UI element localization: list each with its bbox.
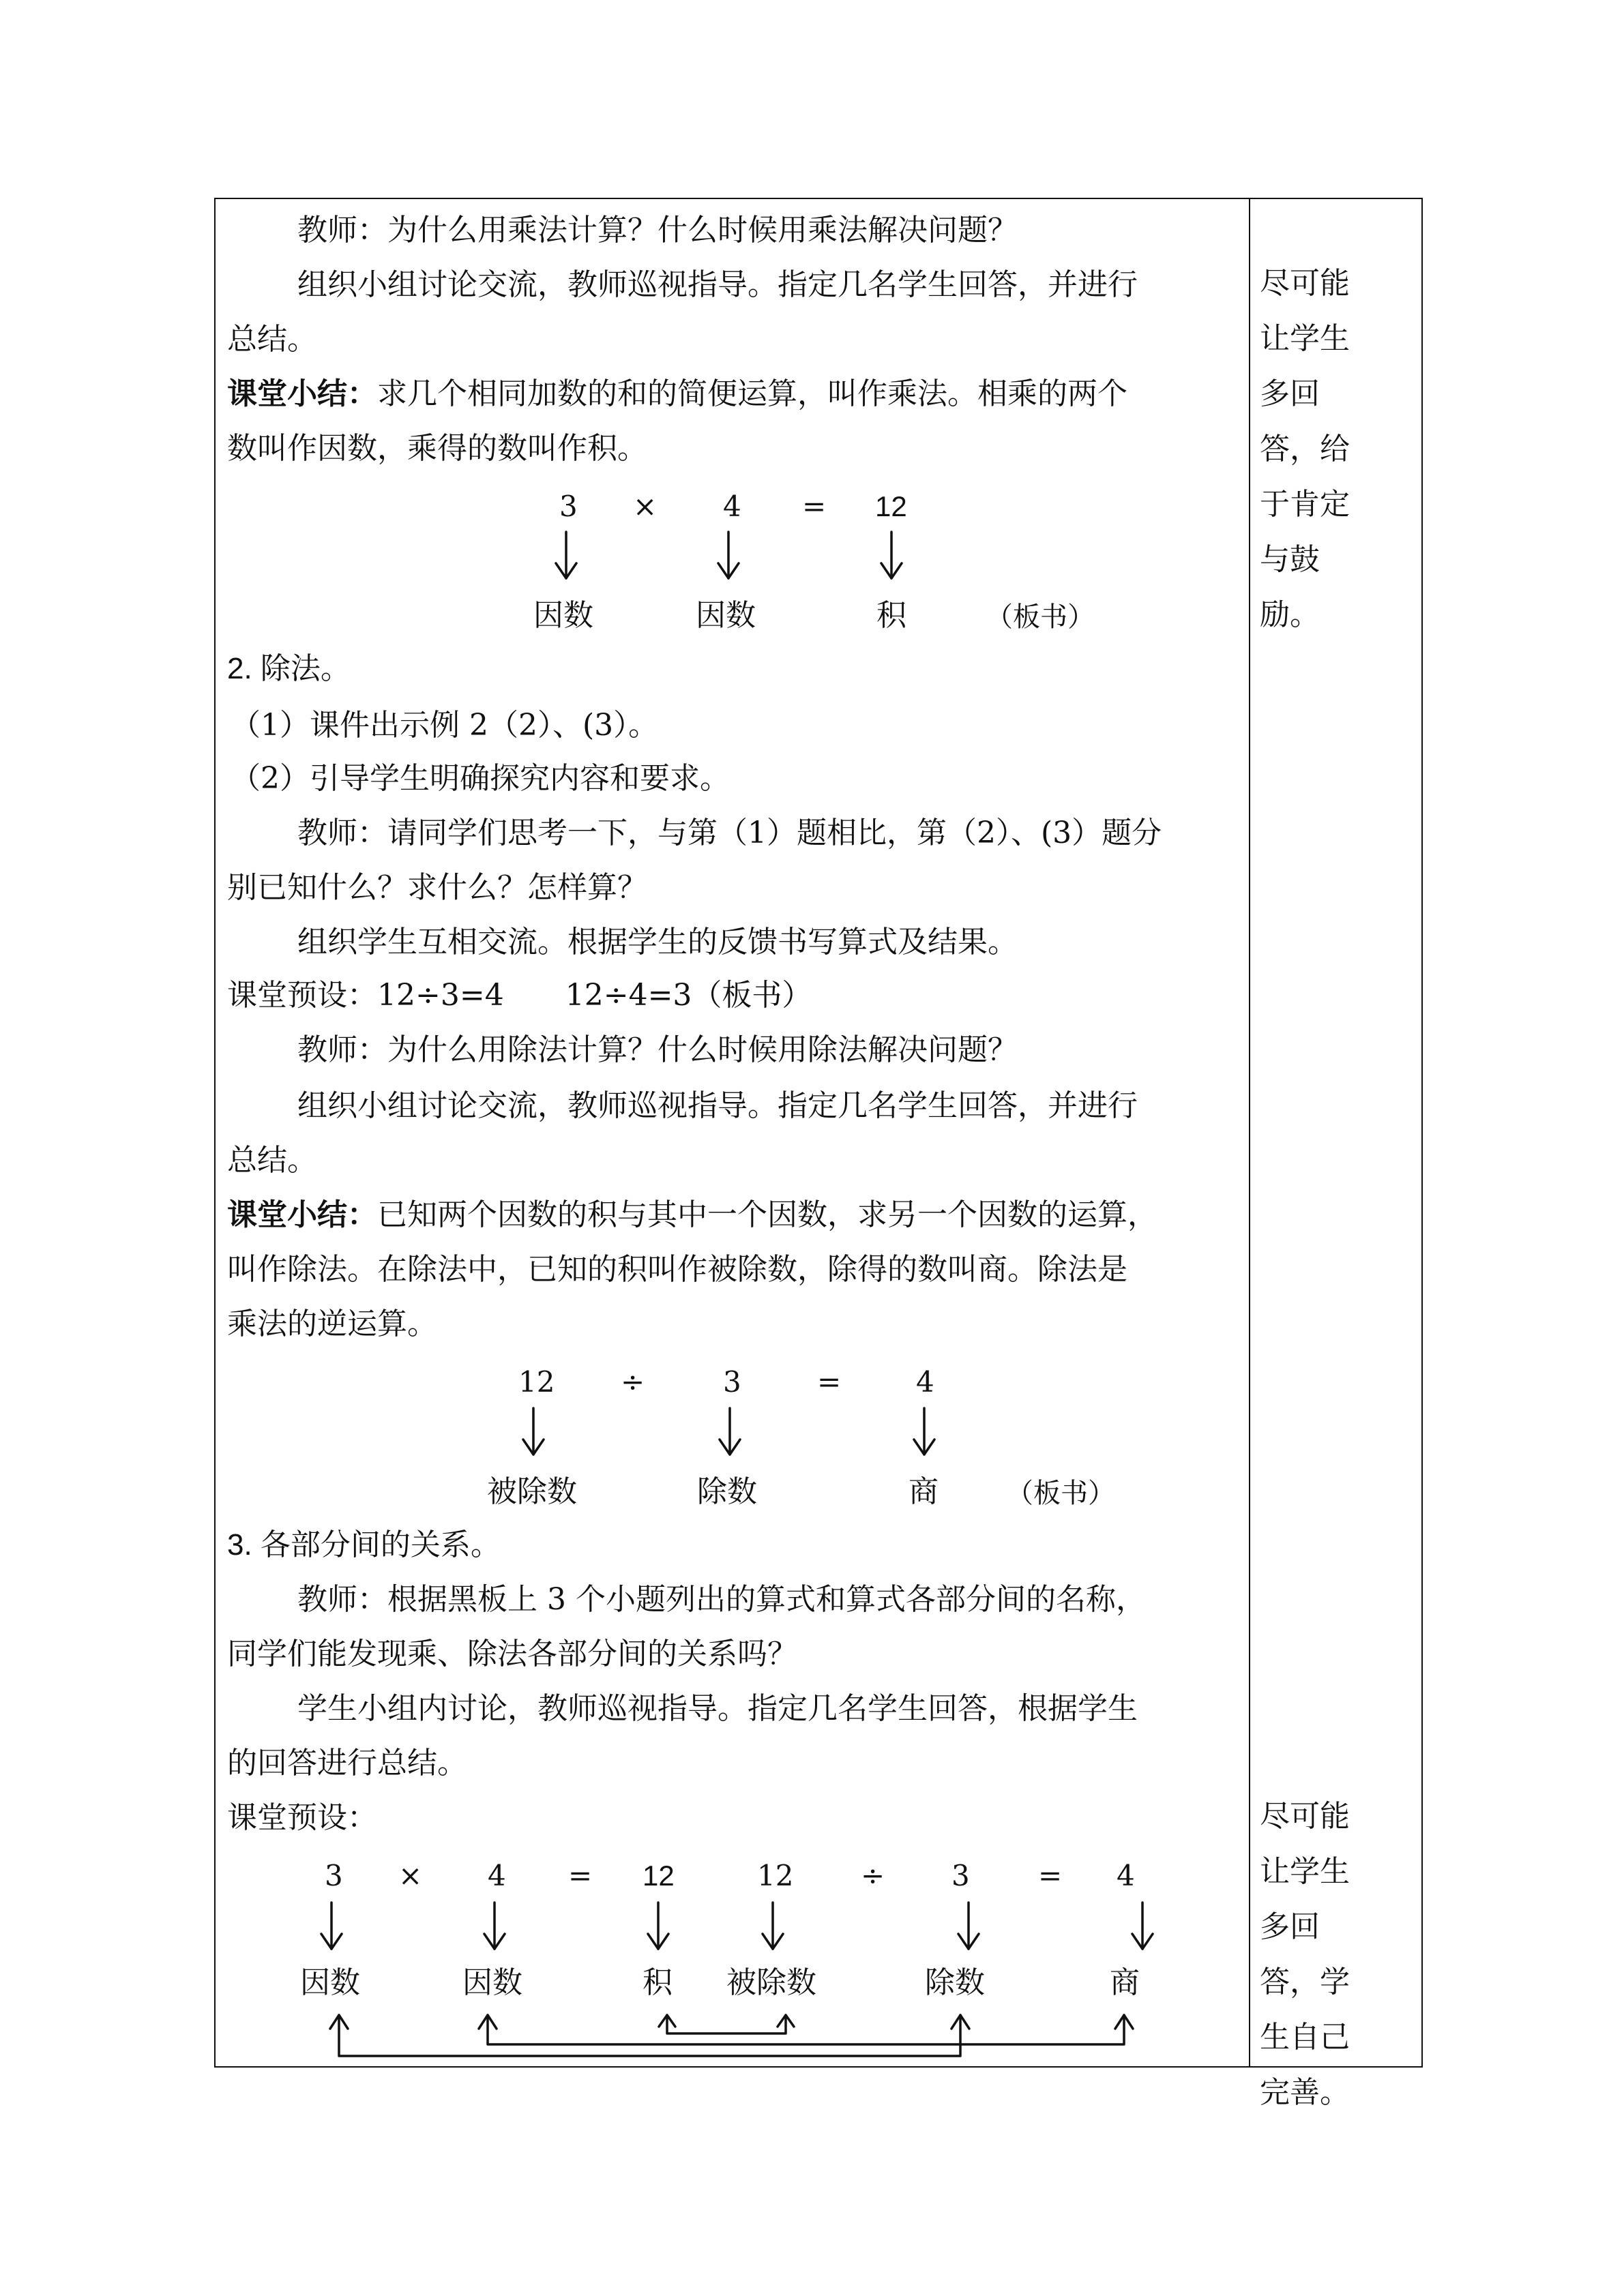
equals-sign: = (817, 1365, 842, 1399)
teacher-question-relationship: 教师：根据黑板上 3 个小题列出的算式和算式各部分间的名称， (297, 1582, 1146, 1617)
connector-factor-quotient (479, 2015, 1133, 2044)
dividend-value: 12 (518, 1365, 555, 1399)
equals-sign: = (1038, 1859, 1063, 1892)
label-divisor: 除数 (925, 1965, 985, 2000)
down-arrow-icon (763, 1903, 783, 1949)
down-arrow-icon (523, 1408, 544, 1455)
discussion-line-end: 总结。 (227, 322, 317, 357)
label-product: 积 (643, 1965, 673, 2000)
discussion-line-end: 总结。 (227, 1143, 317, 1178)
label-product: 积 (876, 598, 906, 633)
label-factor: 因数 (696, 598, 756, 633)
factor-b: 4 (723, 490, 741, 523)
factor-b: 4 (488, 1859, 506, 1892)
down-arrow-icon (556, 532, 576, 578)
label-factor: 因数 (462, 1965, 522, 2000)
connector-factor-divisor (330, 2015, 969, 2056)
multiply-sign: × (398, 1859, 423, 1892)
down-arrow-icon (720, 1408, 740, 1455)
discussion-line: 组织小组讨论交流，教师巡视指导。指定几名学生回答，并进行 (297, 267, 1138, 302)
side-note-complete: 尽可能让学生多回答，学生自己完善。 (1260, 1799, 1350, 2110)
down-arrow-icon (914, 1408, 934, 1455)
down-arrow-icon (718, 532, 739, 578)
quotient-value: 4 (916, 1365, 934, 1399)
down-arrow-icon (1132, 1903, 1153, 1949)
section-title-relationship: 3. 各部分间的关系。 (227, 1528, 501, 1562)
section-title-division: 2. 除法。 (227, 652, 351, 685)
discussion-line: 学生小组内讨论，教师巡视指导。指定几名学生回答，根据学生 (297, 1691, 1138, 1726)
multiply-sign: × (633, 490, 658, 523)
down-arrow-icon (484, 1903, 505, 1949)
preset-equation-1: 12÷3=4 (377, 978, 504, 1013)
factor-a: 3 (559, 490, 578, 523)
down-arrow-icon (958, 1903, 979, 1949)
teacher-question-multiplication: 教师：为什么用乘法计算？什么时候用乘法解决问题？ (297, 213, 1018, 248)
down-arrow-icon (321, 1903, 342, 1949)
side-note-encourage: 尽可能让学生多回答，给于肯定与鼓励。 (1260, 266, 1350, 632)
preset-equation-2: 12÷4=3（板书） (565, 978, 812, 1013)
product-value: 12 (643, 1860, 675, 1892)
equals-sign: = (802, 490, 827, 523)
summary-label: 课堂小结： (227, 1197, 377, 1232)
divisor-value: 3 (723, 1365, 741, 1399)
divisor-value: 3 (951, 1859, 970, 1892)
down-arrow-icon (648, 1903, 668, 1949)
summary-text: 已知两个因数的积与其中一个因数，求另一个因数的运算， (377, 1197, 1157, 1232)
summary-division-end: 乘法的逆运算。 (227, 1307, 437, 1341)
summary-division-cont: 叫作除法。在除法中，已知的积叫作被除数，除得的数叫商。除法是 (227, 1252, 1127, 1287)
label-factor: 因数 (300, 1965, 360, 2000)
divide-sign: ÷ (861, 1859, 885, 1892)
equals-sign: = (568, 1859, 593, 1892)
teacher-question-division-cont: 别已知什么？求什么？怎样算？ (227, 870, 647, 905)
label-factor: 因数 (533, 598, 593, 633)
down-arrow-icon (881, 532, 902, 578)
board-note: （板书） (986, 601, 1095, 633)
summary-label: 课堂小结： (227, 376, 377, 411)
discussion-line: 组织小组讨论交流，教师巡视指导。指定几名学生回答，并进行 (297, 1088, 1138, 1123)
discussion-line-end: 的回答进行总结。 (227, 1746, 467, 1780)
teacher-question-division-why: 教师：为什么用除法计算？什么时候用除法解决问题？ (297, 1032, 1018, 1067)
label-divisor: 除数 (697, 1474, 757, 1509)
label-dividend: 被除数 (487, 1474, 577, 1509)
teacher-question-relationship-cont: 同学们能发现乘、除法各部分间的关系吗？ (227, 1637, 797, 1671)
step-1: （1）课件出示例 2（2）、(3）。 (231, 708, 659, 743)
label-quotient: 商 (1110, 1965, 1140, 2000)
summary-multiplication-cont: 数叫作因数，乘得的数叫作积。 (227, 431, 647, 466)
quotient-value: 4 (1117, 1859, 1135, 1892)
board-note: （板书） (1006, 1478, 1115, 1509)
step-2: （2）引导学生明确探究内容和要求。 (231, 761, 730, 796)
label-quotient: 商 (909, 1474, 939, 1509)
dividend-value: 12 (757, 1859, 794, 1892)
divide-sign: ÷ (621, 1365, 645, 1399)
factor-a: 3 (325, 1859, 343, 1892)
preset-label: 课堂预设： (227, 978, 377, 1013)
summary-text: 求几个相同加数的和的简便运算，叫作乘法。相乘的两个 (377, 376, 1127, 411)
teacher-question-division: 教师：请同学们思考一下，与第（1）题相比，第（2）、(3）题分 (297, 816, 1162, 850)
label-dividend: 被除数 (726, 1965, 816, 2000)
preset-relationship-label: 课堂预设： (227, 1800, 377, 1835)
connector-product-dividend (659, 2015, 794, 2033)
exchange-line: 组织学生互相交流。根据学生的反馈书写算式及结果。 (297, 925, 1018, 959)
product-value: 12 (875, 490, 907, 522)
